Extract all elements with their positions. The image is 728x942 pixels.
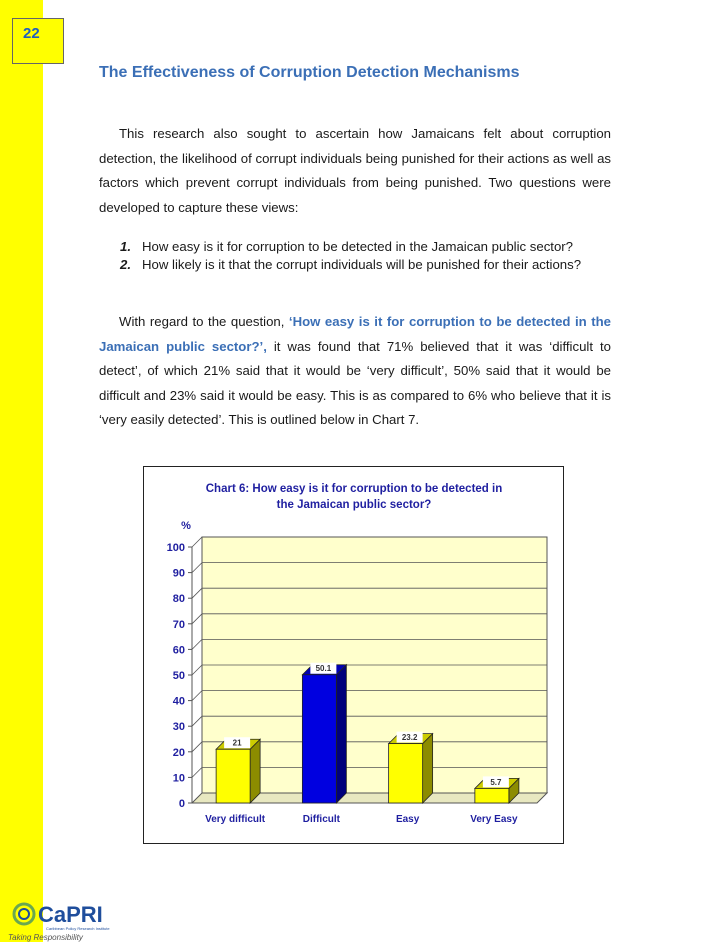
chart-title-line1: Chart 6: How easy is it for corruption to be detected in: [205, 483, 503, 495]
question-list: [120, 239, 611, 275]
x-tick-label: Easy: [395, 814, 420, 825]
page-number: 22: [12, 18, 64, 64]
data-label: 21: [232, 738, 242, 748]
question-number: 1.: [120, 239, 131, 254]
data-label: 50.1: [315, 664, 332, 674]
question-text: How likely is it that the corrupt individuals will be punished for their actions?: [142, 257, 582, 272]
y-tick-label: 40: [172, 695, 185, 708]
chart-frame: [143, 466, 564, 844]
question-number: 2.: [120, 257, 131, 272]
y-tick-label: 30: [172, 721, 185, 734]
bar: [389, 744, 423, 803]
x-tick-label: Difficult: [302, 814, 340, 825]
gridline-side: [192, 716, 202, 726]
findings-rest: it was found that 71% believed that it was ‘difficult to detect’, of which 21% said that it would be ‘very difficult’, 50% said that it would be difficult and 23% said it would be easy. This is as compared to 6% who believe that it is ‘very easily detected’. This is outlined below in Chart 7.: [99, 338, 611, 427]
logo-tagline: Taking Responsibility: [8, 933, 83, 942]
logo-name: CaPRI: [38, 902, 103, 927]
findings-paragraph: [99, 310, 611, 433]
logo-ring-icon: [14, 904, 34, 924]
findings-lead: With regard to the question,: [119, 314, 289, 329]
y-axis-label: %: [181, 520, 191, 532]
gridline-side: [192, 691, 202, 701]
gridline-side: [192, 639, 202, 649]
bar-side: [250, 739, 260, 803]
intro-paragraph-text: This research also sought to ascertain how Jamaicans felt about corruption detection, the likelihood of corrupt individuals being punished for their actions as well as factors which prevent corrupt individuals from being punished. Two questions were developed to capture these views:: [99, 126, 611, 215]
bar: [302, 675, 336, 803]
gridline-side: [192, 537, 202, 547]
gridline-side: [192, 614, 202, 624]
gridline-side: [192, 563, 202, 573]
capri-logo: [6, 900, 126, 942]
y-tick-label: 0: [178, 798, 185, 810]
data-label: 23.2: [401, 733, 418, 743]
logo-subtitle: Caribbean Policy Research Institute: [46, 926, 110, 931]
gridline-side: [192, 665, 202, 675]
x-tick-label: Very Easy: [470, 814, 518, 825]
question-item: [120, 239, 611, 255]
bar: [216, 749, 250, 803]
bar-side: [336, 665, 346, 803]
intro-paragraph: [99, 122, 611, 220]
findings-highlight: ‘How easy is it for corruption to be detected in the Jamaican public sector?’,: [99, 314, 612, 354]
gridline-side: [192, 742, 202, 752]
question-text: How easy is it for corruption to be detected in the Jamaican public sector?: [142, 239, 574, 254]
left-margin-bar: [0, 0, 43, 942]
bar-side: [423, 734, 433, 803]
bar: [475, 788, 509, 803]
y-tick-label: 80: [172, 593, 185, 606]
bar-chart: [144, 467, 565, 845]
y-tick-label: 90: [172, 567, 185, 580]
y-tick-label: 60: [172, 644, 185, 657]
gridline-side: [192, 767, 202, 777]
y-tick-label: 50: [172, 670, 185, 682]
y-tick-label: 70: [172, 618, 185, 631]
logo-inner-ring-icon: [19, 909, 29, 919]
y-tick-label: 10: [172, 772, 185, 785]
section-heading: The Effectiveness of Corruption Detection Mechanisms: [99, 64, 520, 81]
question-item: [120, 257, 611, 273]
chart-title-line2: the Jamaican public sector?: [276, 499, 432, 511]
y-tick-label: 20: [172, 746, 185, 759]
x-tick-label: Very difficult: [205, 814, 266, 825]
gridline-side: [192, 588, 202, 598]
data-label: 5.7: [490, 777, 502, 787]
y-tick-label: 100: [166, 542, 185, 554]
